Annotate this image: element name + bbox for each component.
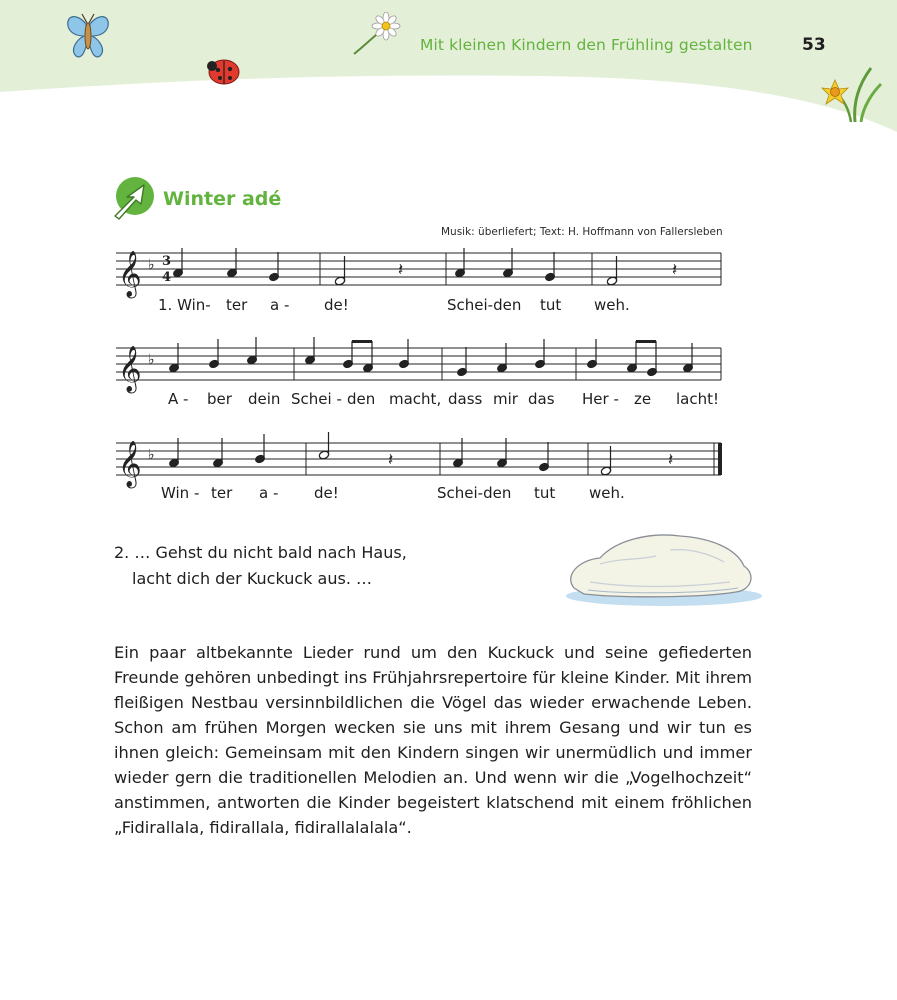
lyric-syllable: Win - xyxy=(161,484,200,502)
svg-text:𝄞: 𝄞 xyxy=(118,346,142,392)
svg-text:4: 4 xyxy=(162,270,172,285)
song-credits: Musik: überliefert; Text: H. Hoffmann von Fallersleben xyxy=(441,226,723,238)
svg-text:♭: ♭ xyxy=(148,352,155,368)
treble-clef-icon xyxy=(118,441,142,489)
lyric-syllable: dass xyxy=(448,390,483,408)
svg-text:𝄽: 𝄽 xyxy=(672,260,678,280)
lyric-syllable: tut xyxy=(534,484,556,502)
svg-text:𝄞: 𝄞 xyxy=(118,251,142,297)
lyric-syllable: A - xyxy=(168,390,189,408)
lyric-syllable: Schei-den xyxy=(437,484,512,502)
lyric-syllable: tut xyxy=(540,296,562,314)
lyric-syllable: macht, xyxy=(389,390,442,408)
daisy-icon xyxy=(348,12,404,58)
treble-clef-icon xyxy=(118,346,142,394)
svg-text:3: 3 xyxy=(162,254,172,269)
verse-2-line-2: lacht dich der Kuckuck aus. … xyxy=(132,569,372,588)
snow-patch-illustration xyxy=(560,530,765,612)
lyric-syllable: das xyxy=(528,390,555,408)
svg-text:𝄽: 𝄽 xyxy=(398,260,404,280)
lyric-syllable: 1. Win- xyxy=(158,296,211,314)
music-staff-line-3 xyxy=(112,432,732,492)
lyric-syllable: de! xyxy=(314,484,339,502)
verse-2 xyxy=(114,540,407,592)
body-paragraph: Ein paar altbekannte Lieder rund um den Kuckuck und seine gefiederten Freunde gehören unbedingt ins Frühjahrsrepertoire für kleine Kinder. Mit ihrem fleißigen Nestbau versinnbildlichen die Vögel das wieder erwachende Leben. Schon am frühen Morgen wecken sie uns mit ihrem Gesang und wir tun es ihnen gleich: Gemeinsam mit den Kindern singen wir unermüdlich und immer wieder gern die traditionellen Melodien an. Und wenn wir die „Vogelhochzeit“ anstimmen, antworten die Kinder begeistert klatschend mit einem fröhlichen „Fidirallala, fidirallala, fidirallalalala“. xyxy=(114,643,752,837)
lyric-syllable: ber xyxy=(207,390,232,408)
verse-2-line-1: 2. … Gehst du nicht bald nach Haus, xyxy=(114,543,407,562)
music-staff-line-2 xyxy=(112,337,732,397)
svg-text:♭: ♭ xyxy=(148,257,155,273)
butterfly-icon xyxy=(62,10,114,62)
header-band xyxy=(0,0,897,140)
music-staff-line-1 xyxy=(112,242,732,302)
lyric-syllable: a - xyxy=(270,296,290,314)
lyric-syllable: dein xyxy=(248,390,281,408)
daffodil-icon xyxy=(815,62,885,124)
lyric-syllable: a - xyxy=(259,484,279,502)
lyric-syllable: Her - xyxy=(582,390,619,408)
cursor-arrow-icon xyxy=(110,176,156,220)
lyric-syllable: de! xyxy=(324,296,349,314)
svg-text:𝄽: 𝄽 xyxy=(668,450,674,470)
lyric-syllable: lacht! xyxy=(676,390,720,408)
running-header-title: Mit kleinen Kindern den Frühling gestalten xyxy=(420,36,753,54)
lyric-syllable: Schei-den xyxy=(447,296,522,314)
lyric-syllable: mir xyxy=(493,390,518,408)
lyric-syllable: weh. xyxy=(589,484,625,502)
svg-text:♭: ♭ xyxy=(148,447,155,463)
svg-text:𝄞: 𝄞 xyxy=(118,441,142,487)
lyric-syllable: ter xyxy=(226,296,248,314)
song-title: Winter adé xyxy=(163,188,282,210)
ladybug-icon xyxy=(204,52,244,88)
lyric-syllable: den xyxy=(347,390,376,408)
svg-text:𝄽: 𝄽 xyxy=(388,450,394,470)
lyric-syllable: Schei - xyxy=(291,390,342,408)
lyric-syllable: weh. xyxy=(594,296,630,314)
page-number: 53 xyxy=(802,35,826,55)
lyric-syllable: ze xyxy=(634,390,652,408)
treble-clef-icon xyxy=(118,251,142,299)
lyric-syllable: ter xyxy=(211,484,233,502)
